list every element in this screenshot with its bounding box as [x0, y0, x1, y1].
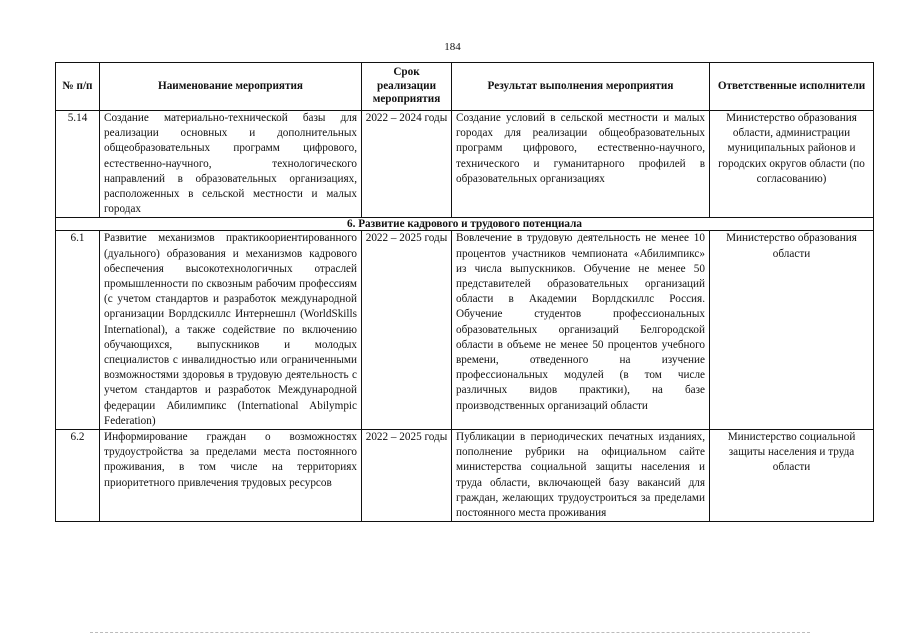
table-row [56, 430, 874, 522]
page-number: 184 [444, 41, 461, 53]
table-row [56, 231, 874, 430]
section-row [56, 218, 874, 231]
row-name: Информирование граждан о возможностях трудоустройства за пределами места постоянного проживания, в том числе на территориях приоритетного привлечения трудовых ресурсов [100, 430, 362, 522]
row-num: 5.14 [56, 111, 100, 218]
row-term: 2022 – 2025 годы [362, 430, 452, 522]
header-num: № п/п [56, 63, 100, 111]
row-term: 2022 – 2025 годы [362, 231, 452, 430]
table-row [56, 111, 874, 218]
row-responsible: Министерство социальной защиты населения и труда области [710, 430, 874, 522]
section-title: 6. Развитие кадрового и трудового потенциала [56, 218, 874, 231]
measures-table [55, 62, 874, 522]
row-responsible: Министерство образования области [710, 231, 874, 430]
row-term: 2022 – 2024 годы [362, 111, 452, 218]
row-result: Вовлечение в трудовую деятельность не менее 10 процентов участников чемпионата «Абилимпикс» из числа выпускников. Обучение не менее 50 представителей образовательных организаций области в Академии Ворлдскиллс Россия. Обучение студентов профессиональных образовательных организаций Белгородской области в объеме не менее 50 процентов учебного времени, отведенного на изучение профессиональных модулей (в том числе различных видов практики), на базе производственных организаций области [452, 231, 710, 430]
header-term: Срок реализации мероприятия [362, 63, 452, 111]
header-responsible: Ответственные исполнители [710, 63, 874, 111]
row-num: 6.1 [56, 231, 100, 430]
table-header-row [56, 63, 874, 111]
row-num: 6.2 [56, 430, 100, 522]
row-name: Создание материально-технической базы для реализации основных и дополнительных общеобразовательных программ цифрового, естественно-научного, технологического направлений в образовательных организациях, расположенных в сельской местности и малых городах [100, 111, 362, 218]
row-result: Публикации в периодических печатных изданиях, пополнение рубрики на официальном сайте министерства социальной защиты населения и труда области, включающей базу вакансий для граждан, желающих трудоустроиться за пределами постоянного места проживания [452, 430, 710, 522]
row-responsible: Министерство образования области, администрации муниципальных районов и городских округов области (по согласованию) [710, 111, 874, 218]
row-name: Развитие механизмов практикоориентированного (дуального) образования и механизмов кадрового обеспечения высокотехнологичных отраслей промышленности по сквозным рабочим профессиям (с учетом стандартов и разработок международной организации Ворлдскиллс Интернешнл (WorldSkills International), а также содействие по включению обучающихся, выпускников и молодых специалистов с инвалидностью или ограниченными возможностями здоровья в трудовую деятельность с учетом стандартов и разработок Международной федерации Абилимпикс (International Abilympic Federation) [100, 231, 362, 430]
page-bottom-rule [90, 632, 810, 633]
header-result: Результат выполнения мероприятия [452, 63, 710, 111]
header-name: Наименование мероприятия [100, 63, 362, 111]
row-result: Создание условий в сельской местности и малых городах для реализации общеобразовательных программ цифрового, естественно-научного, технического и гуманитарного профилей в образовательных организациях [452, 111, 710, 218]
